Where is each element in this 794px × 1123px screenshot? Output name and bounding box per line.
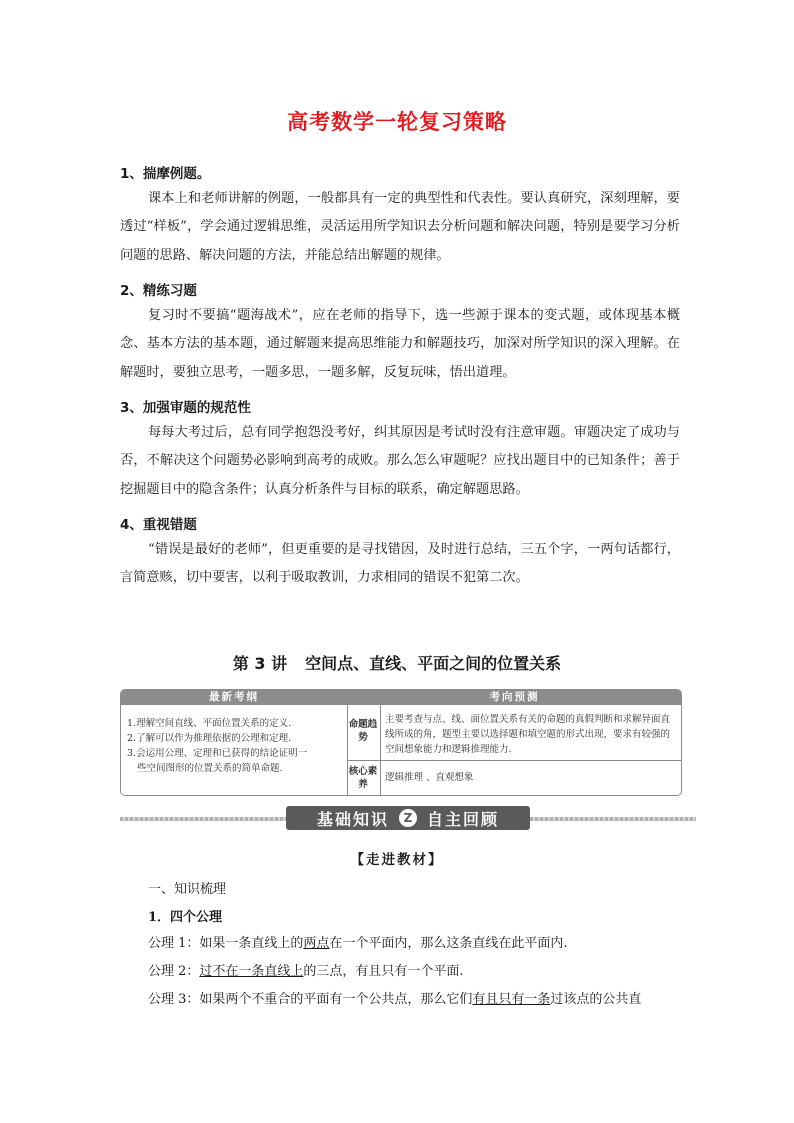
axioms-heading: 1．四个公理	[148, 910, 223, 925]
banner-right-text: 自主回顾	[427, 809, 500, 829]
list-item: 1.理解空间直线、平面位置关系的定义.	[127, 718, 292, 729]
core-literacy-label: 核心素养	[348, 766, 378, 790]
section-body-1: 课本上和老师讲解的例题，一般都具有一定的典型性和代表性。要认真研究，深刻理解，要透过“样板”，学会通过逻辑思维，灵活运用所学知识去分析问题和解决问题，特别是要学习分析问题的思路、解决问题的方法，并能总结出解题的规律。	[120, 191, 680, 263]
table-header-outline: 最新考纲	[121, 690, 347, 705]
core-literacy-text: 逻辑推理 、直观想象	[385, 772, 474, 783]
axiom-1-suffix: 在一个平面内，那么这条直线在此平面内.	[329, 936, 568, 951]
page-title: 高考数学一轮复习策略	[287, 110, 507, 134]
axiom-1-prefix: 公理 1：如果一条直线上的	[148, 936, 304, 951]
lecture-title	[0, 651, 794, 674]
axiom-2	[148, 960, 464, 979]
banner-badge-icon: Z	[399, 809, 417, 827]
trend-label: 命题趋势	[348, 719, 378, 743]
axiom-3	[148, 988, 641, 1007]
axiom-2-suffix: 的三点，有且只有一个平面.	[303, 964, 464, 979]
section-heading-4: 4、重视错题	[120, 517, 197, 533]
lecture-name: 空间点、直线、平面之间的位置关系	[305, 654, 562, 673]
section-heading-3: 3、加强审题的规范性	[120, 400, 251, 416]
axiom-2-prefix: 公理 2：	[148, 964, 200, 979]
outline-table	[120, 689, 682, 796]
banner-left-text: 基础知识	[316, 809, 389, 829]
trend-text: 主要考查与点、线、面位置关系有关的命题的真假判断和求解异面直线所成的角，题型主要以选择题和填空题的形式出现，要求有较强的空间想象能力和逻辑推理能力.	[385, 714, 671, 755]
list-item: 2.了解可以作为推理依据的公理和定理.	[127, 733, 292, 744]
list-item: 3.会运用公理、定理和已获得的结论证明一	[127, 748, 308, 759]
section-heading-2: 2、精练习题	[120, 283, 197, 299]
table-header-forecast: 考向预测	[348, 690, 681, 705]
table-divider-row	[348, 760, 681, 761]
section-body-3: 每每大考过后，总有同学抱怨没考好，纠其原因是考试时没有注意审题。审题决定了成功与否，不解决这个问题势必影响到高考的成败。那么怎么审题呢？应找出题目中的已知条件；善于挖掘题目中的隐含条件；认真分析条件与目标的联系，确定解题思路。	[120, 425, 680, 497]
axiom-1-underlined: 两点	[303, 936, 330, 951]
section-body-4: “错误是最好的老师”，但更重要的是寻找错因，及时进行总结，三五个字，一两句话都行，言简意赅，切中要害，以利于吸取教训，力求相同的错误不犯第二次。	[120, 542, 680, 586]
table-divider-label	[380, 705, 381, 795]
section-body-2: 复习时不要搞“题海战术”，应在老师的指导下，选一些源于课本的变式题，或体现基本概念、基本方法的基本题，通过解题来提高思维能力和解题技巧，加深对所学知识的深入理解。在解题时，要独立思考，一题多思，一题多解，反复玩味，悟出道理。	[120, 308, 680, 380]
list-item: 些空间图形的位置关系的简单命题.	[137, 763, 283, 774]
knowledge-heading: 一、知识梳理	[148, 882, 227, 897]
axiom-2-underlined: 过不在一条直线上	[199, 964, 304, 979]
axiom-3-suffix: 过该点的公共直	[550, 992, 642, 1007]
sub-title: 【走进教材】	[350, 852, 444, 868]
section-banner	[286, 806, 530, 830]
axiom-1	[148, 932, 568, 951]
axiom-3-underlined: 有且只有一条	[472, 992, 551, 1007]
lecture-number: 第 3 讲	[232, 654, 288, 673]
section-heading-1: 1、揣摩例题。	[120, 166, 211, 182]
syllabus-list	[127, 716, 341, 776]
axiom-3-prefix: 公理 3：如果两个不重合的平面有一个公共点，那么它们	[148, 992, 473, 1007]
